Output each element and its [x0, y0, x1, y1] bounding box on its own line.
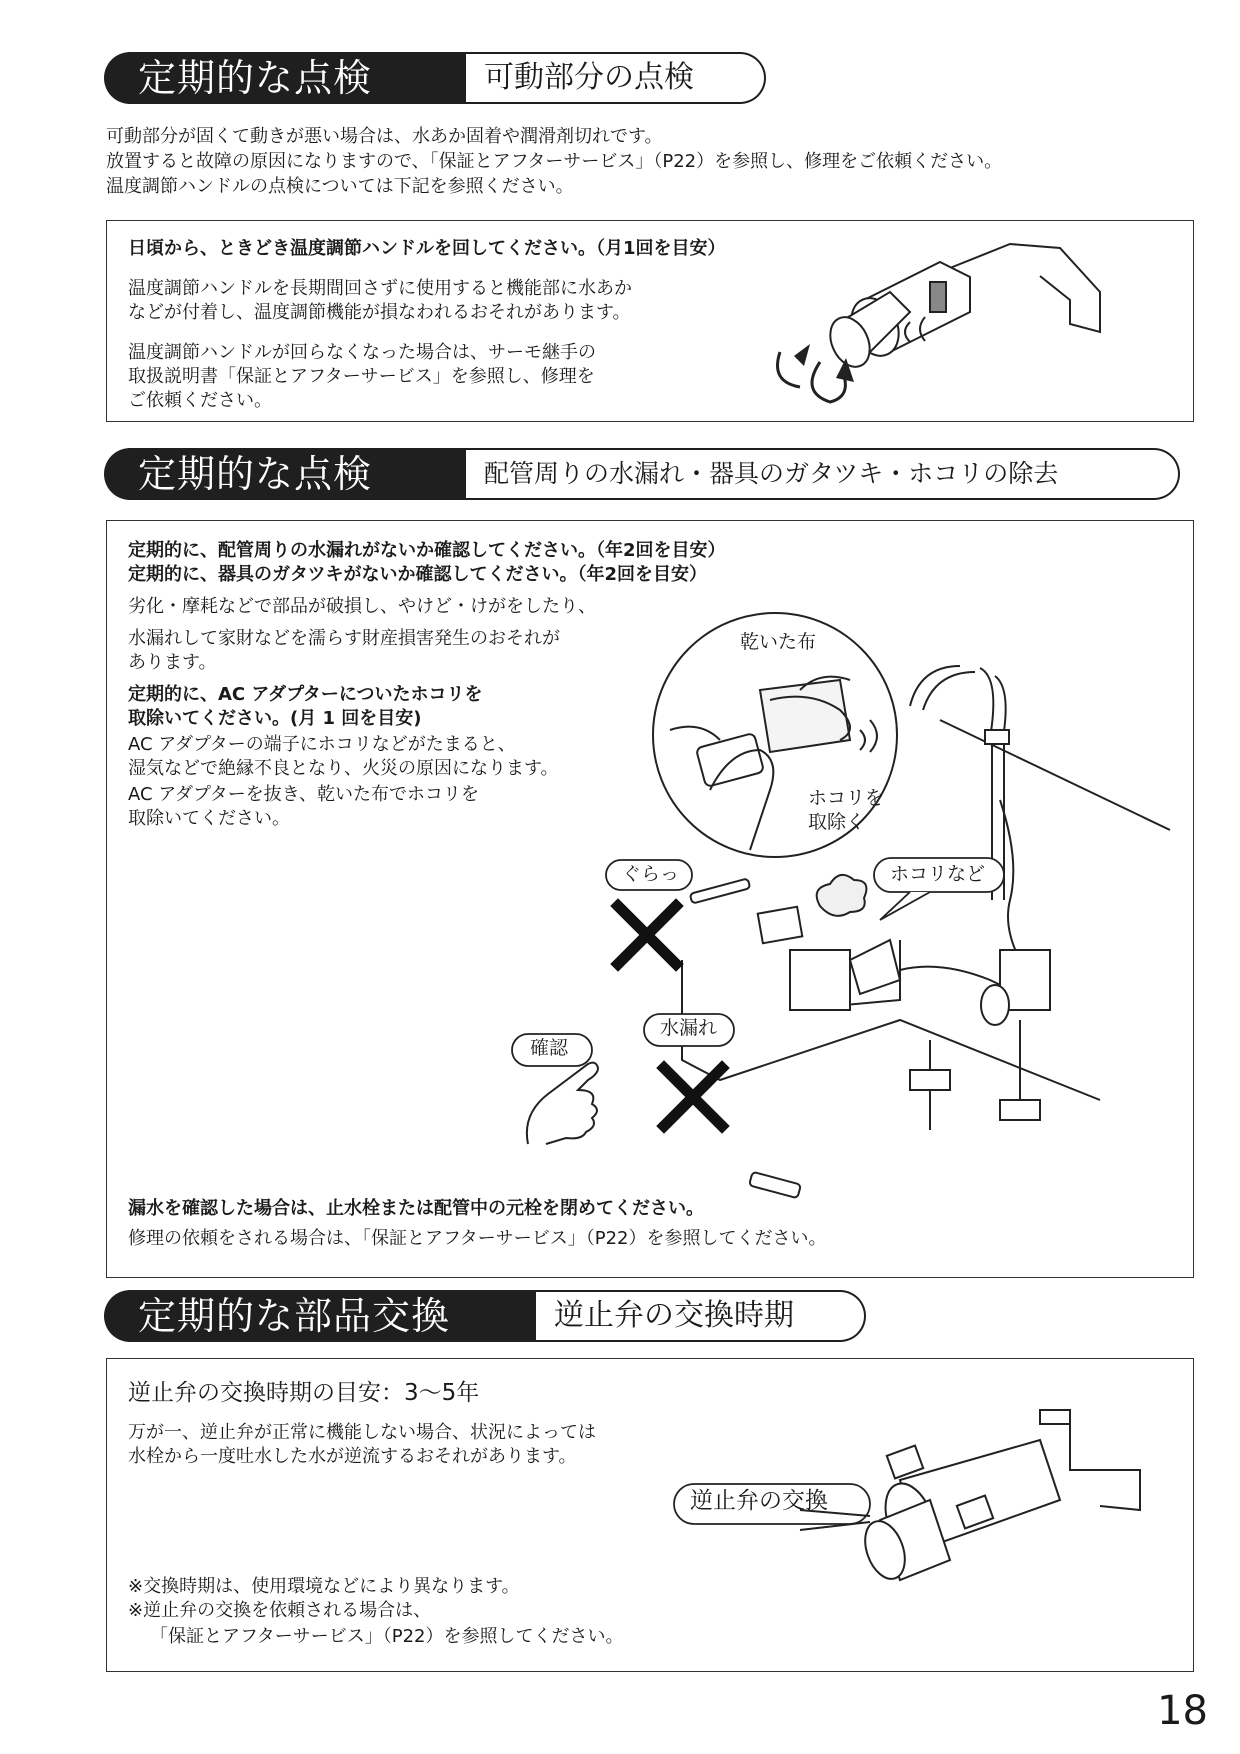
label-remove-dust-2: 取除く — [808, 811, 866, 833]
dust-bold-1: 定期的に、AC アダプターについたホコリを — [128, 684, 483, 705]
label-dry-cloth: 乾いた布 — [740, 631, 817, 653]
warning-3: あります。 — [128, 652, 217, 673]
label-confirm: 確認 — [530, 1037, 569, 1059]
dust-text-4: 取除いてください。 — [128, 808, 290, 829]
section1-intro-3: 温度調節ハンドルの点検については下記を参照ください。 — [106, 176, 574, 197]
handle-para2-1: 温度調節ハンドルが回らなくなった場合は、サーモ継手の — [128, 342, 596, 363]
check-valve-illustration — [860, 1410, 1150, 1610]
repair-note: 修理の依頼をされる場合は、「保証とアフターサービス」（P22）を参照してください。 — [128, 1228, 827, 1249]
section3-header-sub: 逆止弁の交換時期 — [536, 1290, 866, 1342]
label-dust-etc: ホコリなど — [890, 863, 986, 885]
check-valve-callout: 逆止弁の交換 — [690, 1488, 828, 1514]
dust-text-3: AC アダプターを抜き、乾いた布でホコリを — [128, 784, 480, 805]
dust-text-1: AC アダプターの端子にホコリなどがたまると、 — [128, 734, 516, 755]
handle-para2-2: 取扱説明書「保証とアフターサービス」を参照し、修理を — [128, 366, 595, 387]
section2-header-sub: 配管周りの水漏れ・器具のガタツキ・ホコリの除去 — [466, 448, 1180, 500]
note-3: 「保証とアフターサービス」（P22）を参照してください。 — [150, 1626, 624, 1647]
note-1: ※交換時期は、使用環境などにより異なります。 — [128, 1576, 520, 1597]
note-2: ※逆止弁の交換を依頼される場合は、 — [128, 1600, 432, 1621]
cross-mark-wobble — [612, 900, 682, 970]
section1-header-sub: 可動部分の点検 — [466, 52, 766, 104]
warning-1: 劣化・摩耗などで部品が破損し、やけど・けがをしたり、 — [128, 596, 596, 617]
cross-mark-leak — [658, 1062, 728, 1132]
section3-header-main: 定期的な部品交換 — [104, 1290, 536, 1342]
check-line-2: 定期的に、器具のガタツキがないか確認してください。（年2回を目安） — [128, 564, 707, 585]
label-remove-dust-1: ホコリを — [808, 787, 885, 809]
handle-check-heading: 日頃から、ときどき温度調節ハンドルを回してください。（月1回を目安） — [128, 238, 726, 259]
leak-bold: 漏水を確認した場合は、止水栓または配管中の元栓を閉めてください。 — [128, 1198, 704, 1219]
section1-intro-1: 可動部分が固くて動きが悪い場合は、水あか固着や潤滑剤切れです。 — [106, 126, 663, 147]
dust-text-2: 湿気などで絶縁不良となり、火災の原因になります。 — [128, 758, 559, 779]
check-line-1: 定期的に、配管周りの水漏れがないか確認してください。（年2回を目安） — [128, 540, 726, 561]
label-leak: 水漏れ — [660, 1017, 718, 1039]
handle-para1-2: などが付着し、温度調節機能が損なわれるおそれがあります。 — [128, 302, 631, 323]
section1-intro-2: 放置すると故障の原因になりますので、「保証とアフターサービス」（P22）を参照し、修理をご依頼ください。 — [106, 151, 1003, 172]
section1-header-main: 定期的な点検 — [104, 52, 466, 104]
handle-para2-3: ご依頼ください。 — [128, 390, 272, 411]
check-valve-para-1: 万が一、逆止弁が正常に機能しない場合、状況によっては — [128, 1422, 596, 1443]
warning-2: 水漏れして家財などを濡らす財産損害発生のおそれが — [128, 628, 560, 649]
label-wobble: ぐらっ — [622, 863, 680, 885]
page-number: 18 — [1157, 1688, 1208, 1734]
check-valve-guide: 逆止弁の交換時期の目安：3〜5年 — [128, 1380, 480, 1406]
handle-para1-1: 温度調節ハンドルを長期間回さずに使用すると機能部に水あか — [128, 278, 632, 299]
pointing-hand-icon — [520, 1060, 620, 1150]
dust-bold-2: 取除いてください。(月 1 回を目安) — [128, 708, 422, 729]
section2-header-main: 定期的な点検 — [104, 448, 466, 500]
check-valve-para-2: 水栓から一度吐水した水が逆流するおそれがあります。 — [128, 1446, 577, 1467]
